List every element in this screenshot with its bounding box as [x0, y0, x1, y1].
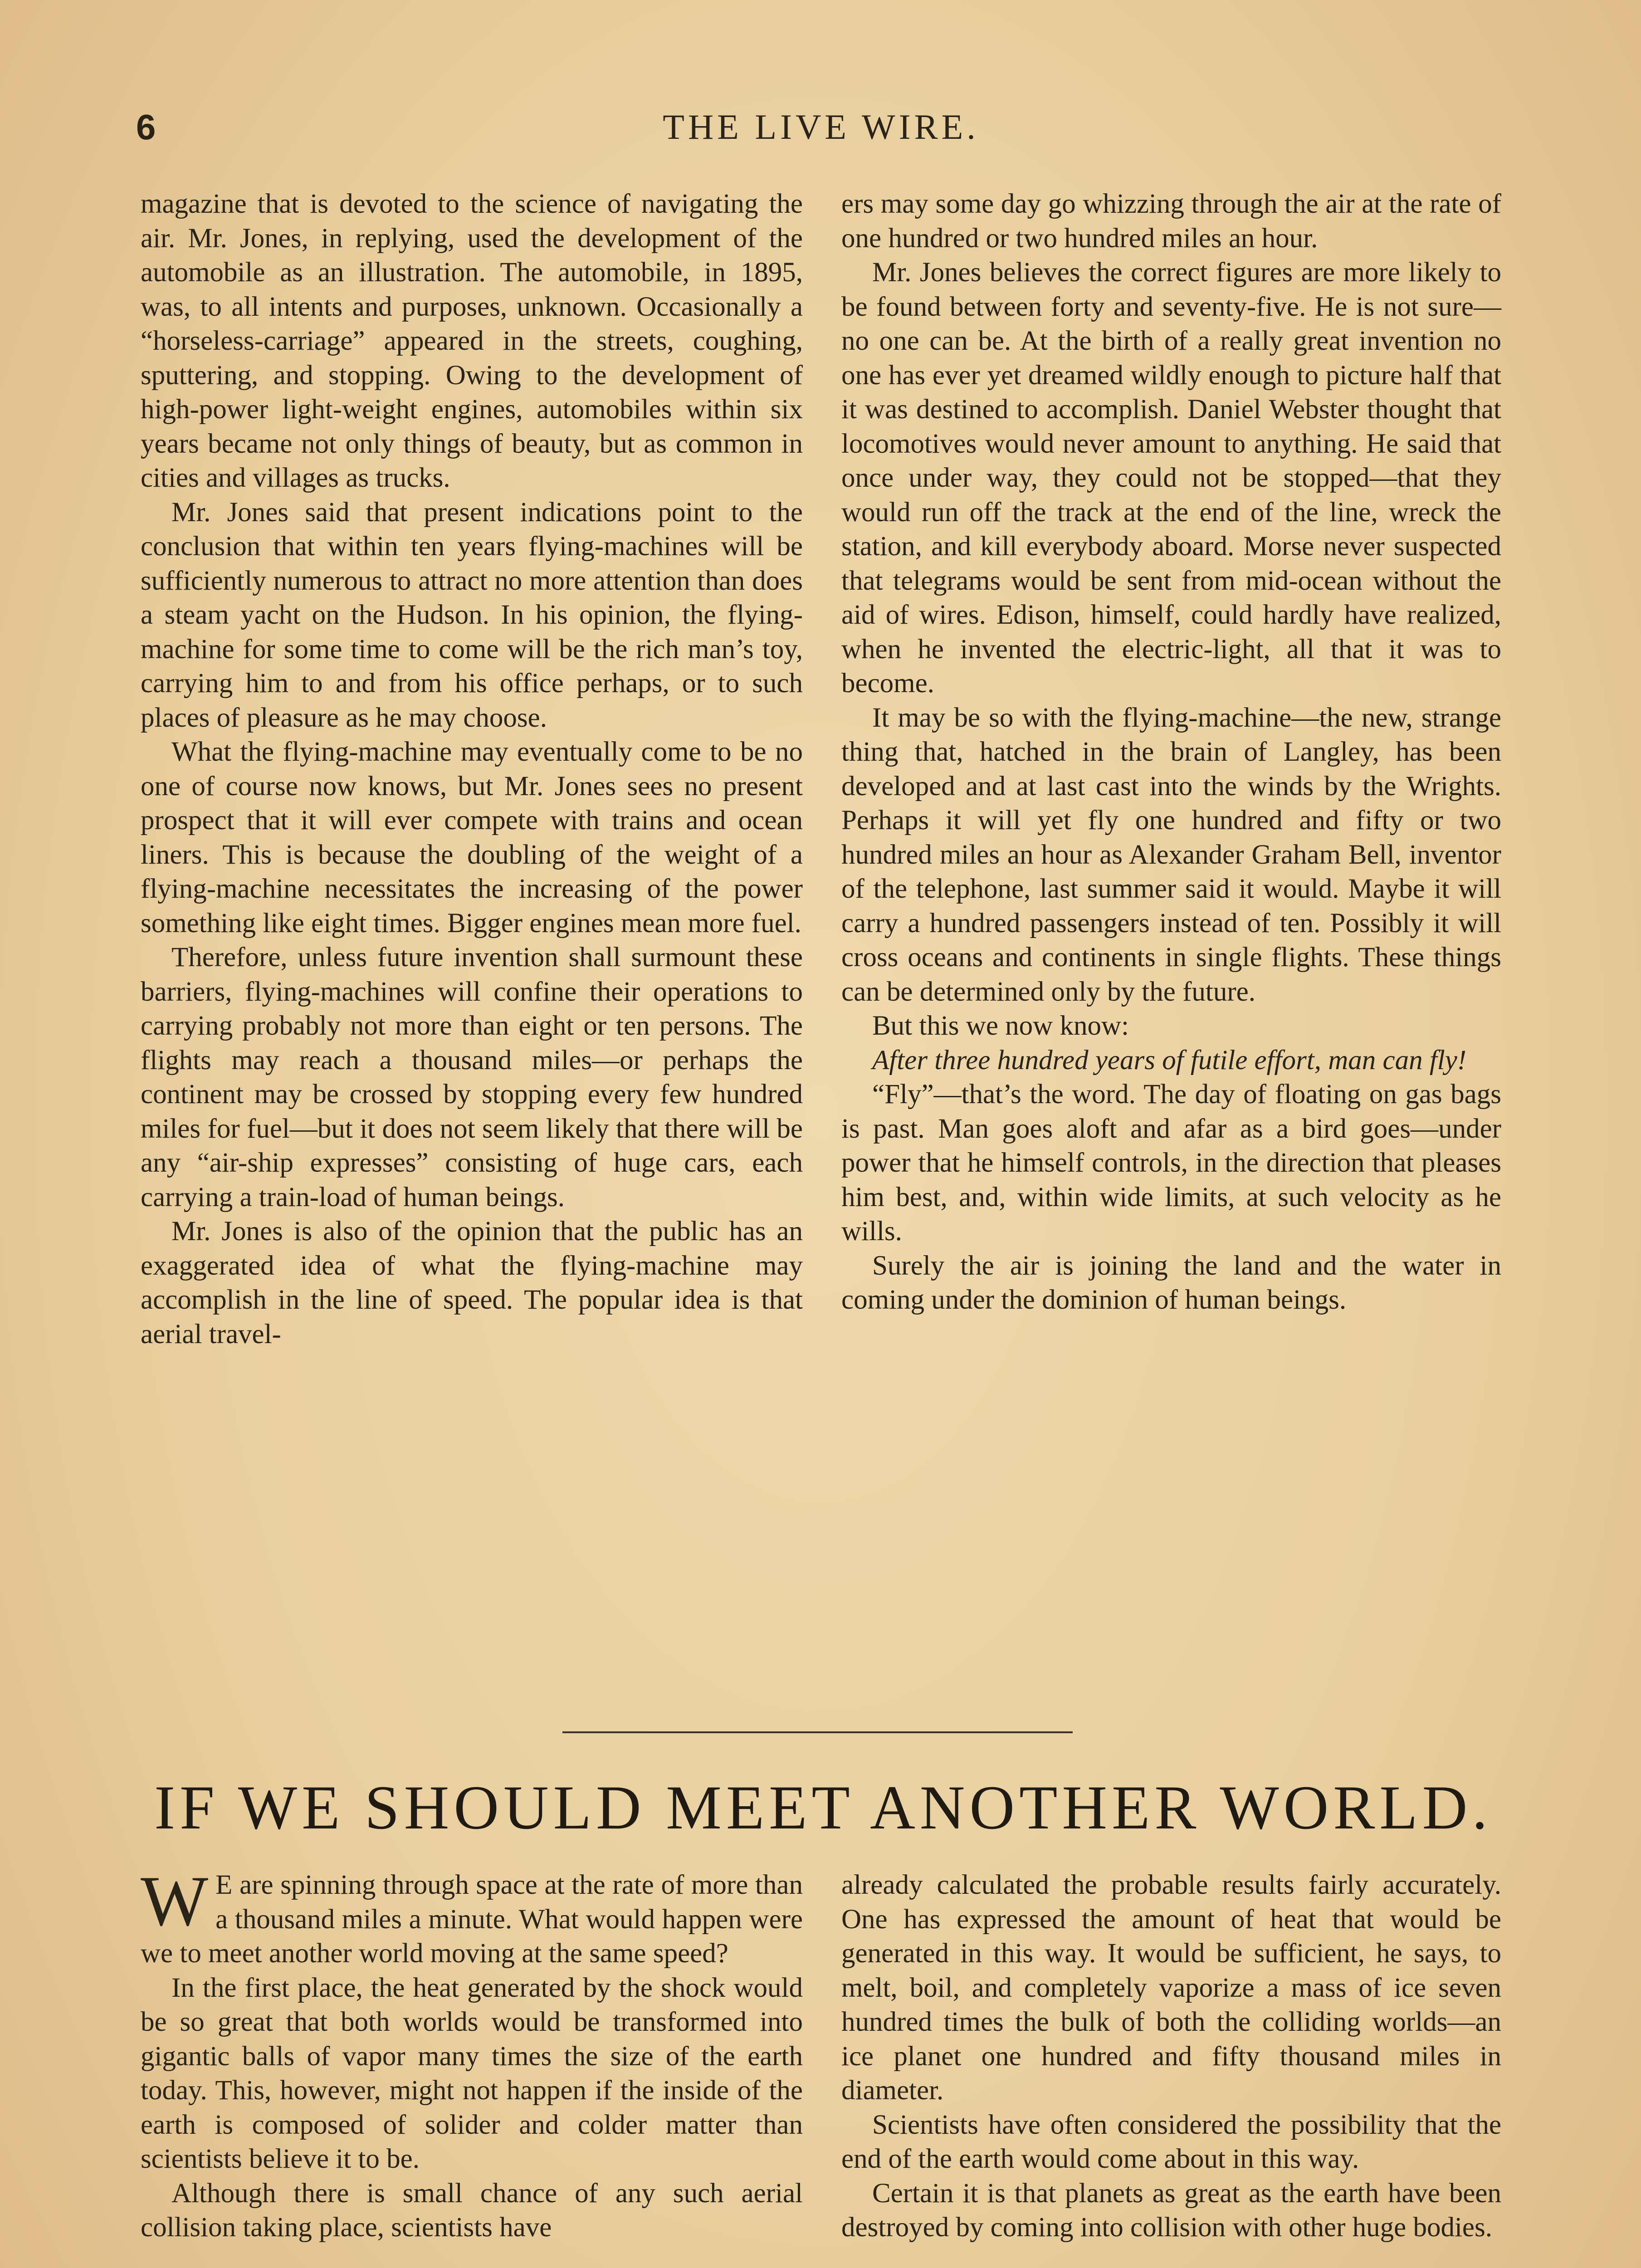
paragraph: Although there is small chance of any such aerial collision taking place, scientists have [141, 2178, 803, 2243]
paragraph: In the first place, the heat generated by the shock would be so great that both worlds would be transformed into gigantic balls of vapor many times the size of the earth today. This, however, might not happen if the inside of the earth is composed of solider and colder matter than scientists believe it to be. [141, 1972, 803, 2174]
paragraph: It may be so with the flying-machine—the new, strange thing that, hatched in the brain of Langley, has been developed and at last cast into the winds by the Wrights. Perhaps it will yet fly one hundred and fifty or two hundred miles an hour as Alexander Graham Bell, inventor of the telephone, last summer said it would. Maybe it will carry a hundred passengers instead of ten. Possibly it will cross oceans and continents in single flights. These things can be determined only by the future. [841, 702, 1501, 1007]
article2-column-right [841, 1868, 1501, 2245]
article1-column-left [141, 187, 803, 1351]
paragraph: Mr. Jones is also of the opinion that the public has an exaggerated idea of what the flying-machine may accomplish in the line of speed. The popular idea is that aerial travel- [141, 1216, 803, 1349]
paragraph: Certain it is that planets as great as the earth have been destroyed by coming into collision with other huge bodies. [841, 2178, 1501, 2243]
article2-column-left [141, 1862, 803, 2245]
drop-cap: W [141, 1862, 209, 1941]
paragraph: Scientists have often considered the possibility that the end of the earth would come about in this way. [841, 2109, 1501, 2174]
paragraph: Mr. Jones said that present indications point to the conclusion that within ten years flying-machines will be sufficiently numerous to attract no more attention than does a steam yacht on the Hudson. In his opinion, the flying-machine for some time to come will be the rich man’s toy, carrying him to and from his office perhaps, or to such places of pleasure as he may choose. [141, 497, 803, 733]
italic-quote: After three hundred years of futile effort, man can fly! [872, 1045, 1467, 1075]
paragraph: already calculated the probable results fairly accurately. One has expressed the amount of heat that would be generated in this way. It would be sufficient, he says, to melt, boil, and completely vaporize a mass of ice seven hundred times the bulk of both the colliding worlds—an ice planet one hundred and fifty thousand miles in diameter. [841, 1870, 1501, 2106]
page-number: 6 [136, 107, 156, 147]
paragraph: But this we now know: [872, 1011, 1129, 1041]
paragraph: Surely the air is joining the land and the water in coming under the dominion of human beings. [841, 1250, 1501, 1315]
opening-text: E are spinning through space at the rate of more than a thousand miles a minute. What would happen were we to meet another world moving at the same speed? [141, 1870, 803, 1969]
paragraph: magazine that is devoted to the science of navigating the air. Mr. Jones, in replying, used the development of the automobile as an illustration. The automobile, in 1895, was, to all intents and purposes, unknown. Occasionally a “horseless-carriage” appeared in the streets, coughing, sputtering, and stopping. Owing to the development of high-power light-weight engines, automobiles within six years became not only things of beauty, but as common in cities and villages as trucks. [141, 189, 803, 493]
opening-paragraph [141, 1862, 803, 1971]
paragraph: What the flying-machine may eventually come to be no one of course now knows, but Mr. Jones sees no present prospect that it will ever compete with trains and ocean liners. This is because the doubling of the weight of a flying-machine necessitates the increasing of the power something like eight times. Bigger engines mean more fuel. [141, 737, 803, 938]
paragraph: Mr. Jones believes the correct figures are more likely to be found between forty and seventy-five. He is not sure—no one can be. At the birth of a really great invention no one has ever yet dreamed wildly enough to picture half that it was destined to accomplish. Daniel Webster thought that locomotives would never amount to anything. He said that once under way, they could not be stopped—that they would run off the track at the end of the line, wreck the station, and kill everybody aboard. Morse never suspected that telegrams would be sent from mid-ocean without the aid of wires. Edison, himself, could hardly have realized, when he invented the electric-light, all that it was to become. [841, 257, 1501, 699]
article-headline: IF WE SHOULD MEET ANOTHER WORLD. [154, 1773, 1492, 1842]
running-head: THE LIVE WIRE. [663, 107, 979, 147]
section-divider [562, 1731, 1073, 1733]
paragraph: Therefore, unless future invention shall surmount these barriers, flying-machines will confine their operations to carrying probably not more than eight or ten persons. The flights may reach a thousand miles—or perhaps the continent may be crossed by stopping every few hundred miles for fuel—but it does not seem likely that there will be any “air-ship expresses” consisting of huge cars, each carrying a train-load of human beings. [141, 942, 803, 1212]
paragraph: “Fly”—that’s the word. The day of floating on gas bags is past. Man goes aloft and afar as a bird goes—under power that he himself controls, in the direction that pleases him best, and, within wide limits, at such velocity as he wills. [841, 1079, 1501, 1246]
article1-column-right [841, 187, 1501, 1317]
page-header [136, 107, 1506, 166]
paragraph: ers may some day go whizzing through the air at the rate of one hundred or two hundred miles an hour. [841, 189, 1501, 254]
